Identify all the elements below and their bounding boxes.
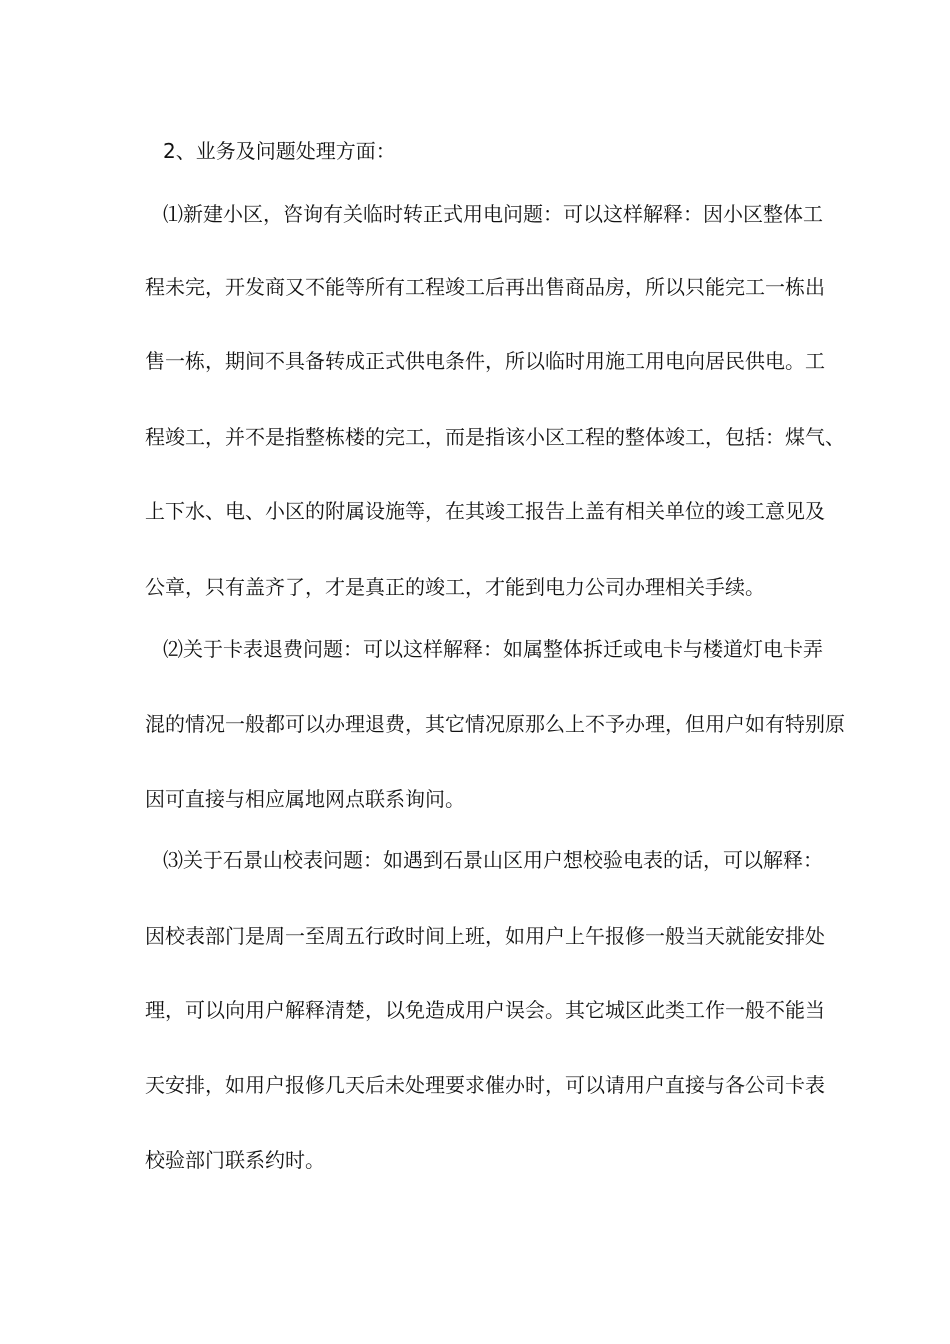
item3-line-3: 理，可以向用户解释清楚，以免造成用户误会。其它城区此类工作一般不能当 [145, 998, 825, 1022]
item1-line-2: 程未完，开发商又不能等所有工程竣工后再出售商品房，所以只能完工一栋出 [145, 275, 825, 299]
item1-line-3: 售一栋，期间不具备转成正式供电条件，所以临时用施工用电向居民供电。工 [145, 349, 825, 373]
item2-line-2: 混的情况一般都可以办理退费，其它情况原那么上不予办理，但用户如有特别原 [145, 712, 845, 736]
section-heading: 2、业务及问题处理方面： [163, 139, 396, 163]
item1-line-5: 上下水、电、小区的附属设施等，在其竣工报告上盖有相关单位的竣工意见及 [145, 499, 825, 523]
item1-line-4: 程竣工，并不是指整栋楼的完工，而是指该小区工程的整体竣工，包括：煤气、 [145, 425, 845, 449]
item2-line-1: ⑵关于卡表退费问题：可以这样解释：如属整体拆迁或电卡与楼道灯电卡弄 [163, 637, 823, 661]
item1-line-1: ⑴新建小区，咨询有关临时转正式用电问题：可以这样解释：因小区整体工 [163, 202, 823, 226]
item3-line-5: 校验部门联系约时。 [145, 1148, 325, 1172]
item2-line-3: 因可直接与相应属地网点联系询问。 [145, 787, 465, 811]
item3-line-4: 天安排，如用户报修几天后未处理要求催办时，可以请用户直接与各公司卡表 [145, 1073, 825, 1097]
item1-line-6: 公章，只有盖齐了，才是真正的竣工，才能到电力公司办理相关手续。 [145, 575, 765, 599]
item3-line-2: 因校表部门是周一至周五行政时间上班，如用户上午报修一般当天就能安排处 [145, 924, 825, 948]
item3-line-1: ⑶关于石景山校表问题：如遇到石景山区用户想校验电表的话，可以解释： [163, 848, 823, 872]
